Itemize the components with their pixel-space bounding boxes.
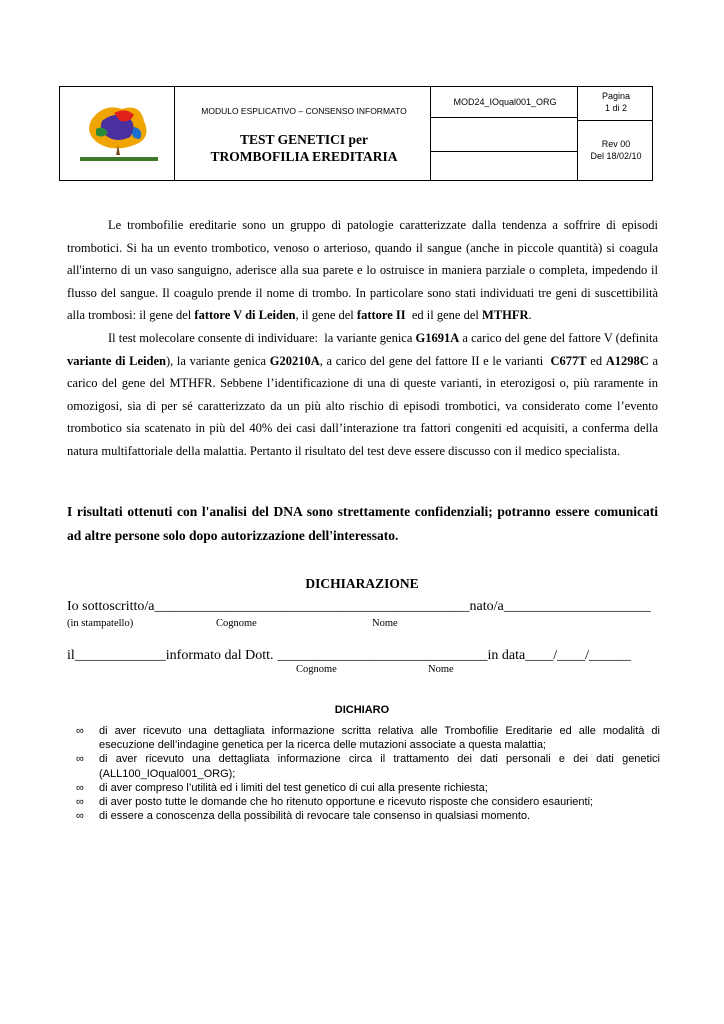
list-item-text: di aver ricevuto una dettagliata informazione scritta relativa alle Trombofilie Ereditarie ed alle modalità di esecuzione dell’indagine genetica per la ricerca delle mutazioni associate a questa malattia;	[99, 725, 660, 752]
infinity-bullet-icon: ∞	[76, 781, 84, 794]
confidentiality-notice: I risultati ottenuti con l'analisi del DNA sono strettamente confidenziali; potranno essere comunicati ad altre persone solo dopo autorizzazione dell'interessato.	[67, 504, 658, 543]
text-run: ed	[586, 353, 606, 368]
field-hint: (in stampatello)	[67, 618, 134, 629]
list-item-text: di aver posto tutte le domande che ho ritenuto opportune e ricevuto risposte che considero esaurienti;	[99, 796, 594, 809]
document-title-line: TEST GENETICI per	[239, 132, 369, 147]
date-field[interactable]: ____/____/______	[525, 648, 631, 663]
revision-date: Del 18/02/10	[590, 151, 642, 161]
text-run: ed il gene del	[405, 308, 482, 322]
name-field[interactable]: _____________________________________________	[154, 599, 470, 614]
doctor-field[interactable]: ______________________________	[277, 648, 488, 663]
text-run: ), la variante genica	[165, 353, 270, 368]
infinity-bullet-icon: ∞	[76, 725, 84, 737]
page-label: Pagina	[601, 91, 631, 101]
informed-line	[67, 648, 631, 664]
header-divider	[430, 117, 577, 118]
text-run: a carico del gene del MTHFR. Sebbene l’identificazione di una di queste varianti, in eterozigosi o, più raramente in omozigosi, sia di per sé caratterizzato da un più alto rischio di episodi trombotici, va considerato come l’evento trombotico sia scatenato in più del 40% dei casi dall’interazione tra fattori congeniti ed acquisiti, a conferma della natura multifattoriale della malattia. Pertanto il risultato del test deve essere discusso con il medico specialista.	[67, 353, 658, 458]
organization-logo	[74, 99, 164, 169]
bold-term: variante di Leiden	[67, 353, 166, 368]
page-number: 1 di 2	[604, 103, 628, 113]
statement-list	[76, 724, 660, 823]
bold-term: MTHFR	[482, 308, 529, 322]
birth-field[interactable]: _____________________	[503, 599, 651, 614]
module-label: MODULO ESPLICATIVO – CONSENSO INFORMATO	[201, 106, 407, 116]
infinity-bullet-icon: ∞	[76, 753, 84, 766]
list-item-text: di aver ricevuto una dettagliata informazione circa il trattamento dei dati personali e dei dati genetici (ALL100_IOqual001_ORG);	[99, 753, 660, 780]
header-divider	[430, 151, 577, 152]
statement-title: DICHIARO	[334, 704, 390, 716]
list-item	[76, 809, 660, 823]
test-description-paragraph	[67, 327, 658, 462]
field-hint: Nome	[428, 664, 454, 675]
document-title-line: TROMBOFILIA EREDITARIA	[210, 149, 398, 164]
header-divider	[577, 120, 653, 121]
birth-label: nato/a	[469, 599, 504, 614]
bold-term: C677T	[550, 353, 587, 368]
declarant-line	[67, 599, 651, 615]
text-run: Le trombofilie ereditarie sono un gruppo di patologie caratterizzate dalla tendenza a soffrire di episodi trombotici. Si ha un evento trombotico, venoso o arterioso, quando il sangue (anche in piccole quantità) si coagula all'interno di un vaso sanguigno, aderisce alla sua parete e lo ostruisce in maniera parziale o completa, impedendo il flusso del sangue. Il coagulo prende il nome di trombo. In particolare sono stati individuati tre geni di suscettibilità alla trombosi: il gene del	[67, 218, 658, 322]
list-item-text: di essere a conoscenza della possibilità di revocare tale consenso in qualsiasi momento.	[99, 810, 531, 823]
document-title	[176, 131, 432, 165]
doctor-label: informato dal Dott.	[165, 648, 274, 663]
bold-term: fattore V di Leiden	[194, 308, 296, 322]
intro-paragraph	[67, 214, 658, 327]
list-item	[76, 752, 660, 780]
field-hint: Cognome	[216, 618, 257, 629]
text-run: , il gene del	[295, 308, 357, 322]
list-item-text: di aver compreso l’utilità ed i limiti del test genetico di cui alla presente richiesta;	[99, 781, 488, 794]
field-hint: Cognome	[296, 664, 337, 675]
list-item	[76, 795, 660, 809]
date-of-birth-label: il	[67, 648, 75, 663]
revision-label: Rev 00	[601, 139, 631, 149]
infinity-bullet-icon: ∞	[76, 796, 84, 809]
date-of-birth-field[interactable]: _____________	[74, 648, 166, 663]
date-label: in data	[487, 648, 526, 663]
list-item	[76, 781, 660, 795]
bold-term: G20210A	[269, 353, 320, 368]
declaration-title: DICHIARAZIONE	[305, 576, 419, 591]
list-item	[76, 724, 660, 752]
bold-term: fattore II	[356, 308, 406, 322]
header-divider	[174, 87, 175, 180]
declarant-label: Io sottoscritto/a	[67, 599, 155, 614]
text-run: .	[528, 308, 532, 322]
text-run: Il test molecolare consente di individuare: la variante genica	[108, 331, 416, 345]
bold-term: G1691A	[415, 331, 460, 345]
text-run: , a carico del gene del fattore II e le varianti	[319, 353, 551, 368]
infinity-bullet-icon: ∞	[76, 810, 84, 823]
text-run: a carico del gene del fattore V (definita	[459, 331, 659, 345]
document-header	[59, 86, 653, 181]
bold-term: A1298C	[605, 353, 649, 368]
document-code: MOD24_IOqual001_ORG	[453, 97, 557, 107]
field-hint: Nome	[372, 618, 398, 629]
